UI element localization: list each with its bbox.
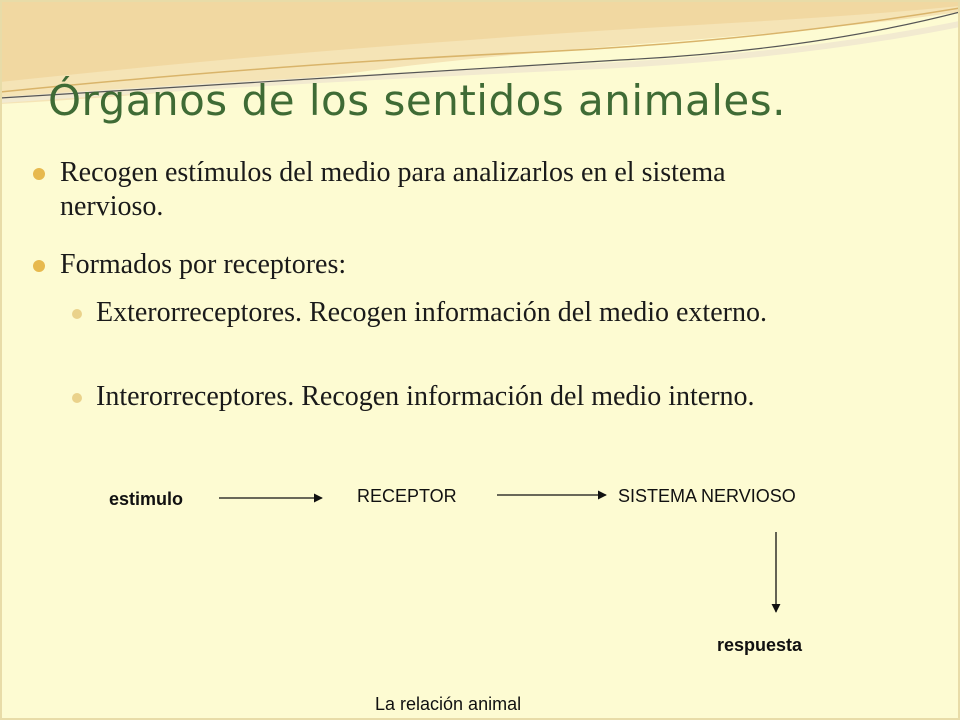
bullet-text: Recogen estímulos del medio para analizarlos en el sistema nervioso. <box>60 157 726 222</box>
slide-title: Órganos de los sentidos animales. <box>48 76 786 125</box>
response-label: respuesta <box>717 635 803 655</box>
footer-text: La relación animal <box>375 694 522 714</box>
receptor-label: RECEPTOR <box>357 486 457 506</box>
stimulus-label: estimulo <box>109 489 184 509</box>
nervous-system-label: SISTEMA NERVIOSO <box>618 486 796 506</box>
sub-bullet-text: Exterorreceptores. Recogen información del medio externo. <box>96 297 767 328</box>
bullet-text: Formados por receptores: <box>60 249 347 280</box>
sub-bullet-text: Interorreceptores. Recogen información del medio interno. <box>96 381 755 412</box>
